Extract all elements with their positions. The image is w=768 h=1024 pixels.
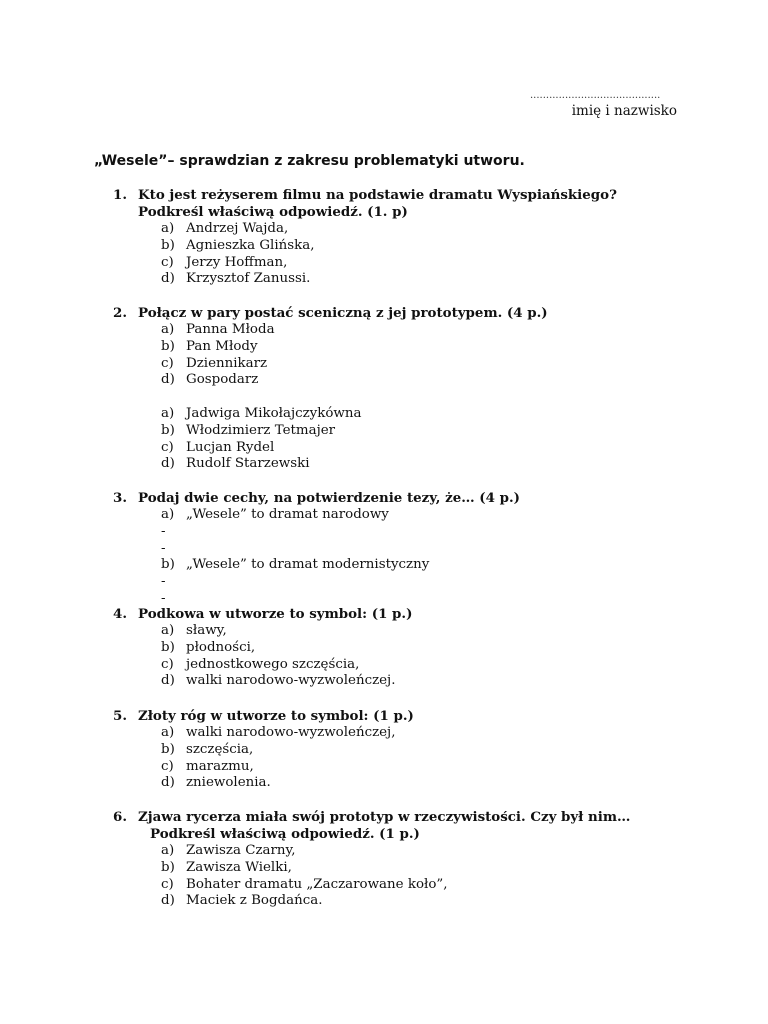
option-letter: b) (161, 338, 175, 354)
option-letter: c) (161, 355, 174, 371)
option-item (161, 255, 713, 272)
option-letter: b) (161, 859, 175, 875)
question-1 (113, 187, 713, 288)
option-item (161, 759, 713, 776)
option-letter: a) (161, 623, 175, 638)
question-5 (113, 708, 713, 792)
option-letter: a) (161, 322, 175, 337)
option-item (161, 775, 713, 792)
option-letter: d) (161, 673, 175, 689)
option-list (161, 507, 713, 524)
option-text: Panna Młoda (186, 322, 275, 337)
option-text: Agnieszka Glińska, (186, 237, 315, 253)
option-text: szczęścia, (186, 741, 254, 757)
option-letter: d) (161, 456, 175, 472)
question-text: Połącz w pary postać sceniczną z jej prototypem. (4 p.) (138, 305, 548, 321)
question-instruction: Podkreśl właściwą odpowiedź. (1. p) (138, 204, 408, 220)
option-item (161, 843, 713, 860)
question-text: Podaj dwie cechy, na potwierdzenie tezy, że… (4 p.) (138, 490, 520, 506)
option-item (161, 221, 713, 238)
question-number: 5. (113, 708, 127, 724)
option-text: Zawisza Wielki, (186, 859, 292, 875)
option-text: płodności, (186, 639, 256, 655)
question-text: Zjawa rycerza miała swój prototyp w rzeczywistości. Czy był nim… (138, 809, 631, 825)
option-text: Włodzimierz Tetmajer (186, 422, 336, 438)
option-item (161, 271, 713, 288)
option-item (161, 507, 713, 524)
option-list (161, 623, 713, 690)
option-letter: b) (161, 557, 175, 573)
option-text: Lucjan Rydel (186, 439, 275, 455)
option-text: Krzysztof Zanussi. (186, 271, 311, 287)
option-item (161, 440, 713, 457)
option-item (161, 877, 713, 894)
question-4 (113, 606, 713, 690)
answer-line: - (161, 574, 166, 590)
option-text: Zawisza Czarny, (186, 843, 296, 858)
option-item (161, 339, 713, 356)
option-letter: c) (161, 656, 174, 672)
option-text: Andrzej Wajda, (186, 221, 289, 236)
option-text: Pan Młody (186, 338, 258, 354)
question-6 (113, 809, 713, 910)
option-list (161, 557, 713, 574)
option-item (161, 423, 713, 440)
option-text: Rudolf Starzewski (186, 456, 310, 472)
option-item (161, 456, 713, 473)
question-number: 1. (113, 187, 127, 203)
option-item (161, 640, 713, 657)
question-instruction: Podkreśl właściwą odpowiedź. (1 p.) (150, 826, 420, 842)
option-list (161, 843, 713, 910)
option-text: sławy, (186, 623, 227, 638)
question-text: Złoty róg w utworze to symbol: (1 p.) (138, 708, 414, 724)
option-text: walki narodowo-wyzwoleńczej, (186, 725, 396, 740)
option-item (161, 372, 713, 389)
option-text: walki narodowo-wyzwoleńczej. (186, 673, 396, 689)
option-item (161, 673, 713, 690)
option-letter: d) (161, 775, 175, 791)
option-item (161, 893, 713, 910)
option-letter: a) (161, 221, 175, 236)
option-letter: c) (161, 254, 174, 270)
option-text: marazmu, (186, 758, 254, 774)
option-letter: b) (161, 237, 175, 253)
option-text: Bohater dramatu „Zaczarowane koło”, (186, 876, 448, 892)
answer-line: - (161, 590, 166, 606)
question-3 (113, 490, 713, 608)
option-text: „Wesele” to dramat modernistyczny (186, 557, 430, 573)
option-text: Maciek z Bogdańca. (186, 893, 323, 909)
option-list (161, 221, 713, 288)
option-text: Jerzy Hoffman, (186, 254, 288, 270)
option-text: „Wesele” to dramat narodowy (186, 507, 389, 522)
option-text: Gospodarz (186, 372, 259, 388)
option-text: zniewolenia. (186, 775, 271, 791)
page-title: „Wesele”– sprawdzian z zakresu problematyki utworu. (94, 153, 525, 169)
option-letter: a) (161, 843, 175, 858)
question-text: Podkowa w utworze to symbol: (1 p.) (138, 606, 413, 622)
option-letter: d) (161, 372, 175, 388)
question-number: 6. (113, 809, 127, 825)
option-letter: c) (161, 876, 174, 892)
option-item (161, 623, 713, 640)
option-item (161, 860, 713, 877)
question-number: 2. (113, 305, 127, 321)
option-letter: d) (161, 271, 175, 287)
option-text: jednostkowego szczęścia, (186, 656, 360, 672)
option-list (161, 322, 713, 473)
option-text: Jadwiga Mikołajczykówna (186, 405, 362, 421)
option-item (161, 657, 713, 674)
option-item (161, 406, 713, 423)
option-letter: a) (161, 507, 175, 522)
option-item (161, 742, 713, 759)
question-number: 3. (113, 490, 127, 506)
question-text: Kto jest reżyserem filmu na podstawie dramatu Wyspiańskiego? (138, 187, 617, 203)
option-item (161, 557, 713, 574)
option-item (161, 356, 713, 373)
option-letter: b) (161, 422, 175, 438)
option-letter: a) (161, 405, 175, 421)
answer-line: - (161, 523, 166, 539)
answer-line: - (161, 540, 166, 556)
option-letter: a) (161, 725, 175, 740)
option-letter: b) (161, 741, 175, 757)
option-item (161, 238, 713, 255)
name-label: imię i nazwisko (571, 103, 677, 119)
option-letter: c) (161, 439, 174, 455)
option-letter: d) (161, 893, 175, 909)
option-item (161, 725, 713, 742)
option-item (161, 322, 713, 339)
option-letter: c) (161, 758, 174, 774)
question-number: 4. (113, 606, 127, 622)
option-list (161, 725, 713, 792)
question-2 (113, 305, 713, 473)
option-letter: b) (161, 639, 175, 655)
name-line: ......................................... (530, 90, 661, 101)
option-text: Dziennikarz (186, 355, 268, 371)
